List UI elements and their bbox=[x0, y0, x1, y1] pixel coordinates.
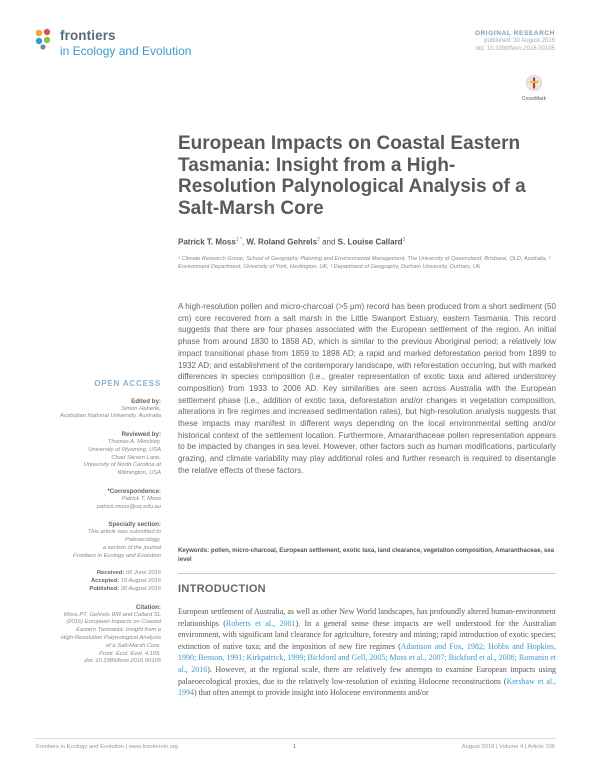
article-header-meta bbox=[475, 30, 555, 53]
reference-link[interactable]: Roberts et al., 2001 bbox=[225, 618, 296, 628]
specialty-section-label: Specialty section: bbox=[108, 521, 161, 529]
date-value: 15 August 2016 bbox=[120, 578, 161, 585]
correspondence-block bbox=[38, 488, 161, 511]
sidebar-line: Chad Steven Lane, bbox=[111, 454, 161, 461]
crossmark-label: CrossMark bbox=[521, 96, 547, 102]
sidebar-line: Thomas A. Minckley, bbox=[107, 438, 161, 445]
sidebar-line: University of North Carolina at bbox=[83, 462, 161, 469]
author-name[interactable]: W. Roland Gehrels bbox=[246, 237, 318, 247]
specialty-section-block bbox=[38, 521, 161, 560]
date-value: 30 August 2016 bbox=[120, 585, 161, 592]
body-text-segment: ). In a general sense these impacts are well understood for the Australian environment, with significant land clearance for agriculture, forestry and mining; rapid introduction of exotic species; extinction of native taxa; and the imposition of new fire regimes ( bbox=[178, 618, 557, 651]
sidebar-line: Paleoecology, bbox=[125, 536, 161, 543]
sidebar-line: Patrick T. Moss bbox=[121, 495, 161, 502]
journal-logo[interactable] bbox=[34, 26, 192, 66]
edited-by-label: Edited by: bbox=[131, 397, 161, 405]
footer-journal[interactable]: Frontiers in Ecology and Evolution | www.frontiersin.org bbox=[36, 744, 178, 750]
dates-block bbox=[38, 570, 161, 593]
keywords bbox=[178, 547, 556, 564]
frontiers-logo-icon bbox=[34, 28, 56, 50]
section-divider bbox=[178, 573, 556, 574]
logo-title: frontiers bbox=[60, 28, 116, 43]
open-access-label: OPEN ACCESS bbox=[94, 379, 161, 388]
date-row bbox=[38, 570, 161, 578]
author-affiliation-mark: 2 bbox=[317, 237, 320, 243]
keywords-text: Keywords: pollen, micro-charcoal, European settlement, exotic taxa, land clearance, vegetation composition, Amaranthaceae, sea level bbox=[178, 547, 555, 563]
sidebar-line: (2016) European Impacts on Coastal bbox=[66, 619, 161, 626]
author-affiliation-mark: 1 * bbox=[235, 237, 242, 243]
reference-link[interactable]: Adamson and Fox, 1982; Hobbs and Hopkins, 1990; Benson, 1991; Kirkpatrick, 1999; Bickford and Gell, 2005; Moss et al., 2007; Bickford et al., 2008; Romanin et al., 2016 bbox=[178, 641, 556, 674]
reviewed-by-block bbox=[38, 431, 161, 478]
body-text-segment: ). However, at the regional scale, there are relatively few attempts to examine European impacts using palaeoecological proxies, due to the relatively low-resolution of existing Holocene reconstructions ( bbox=[178, 664, 556, 686]
sidebar-line: of a Salt-Marsh Core. bbox=[105, 642, 161, 649]
article-title: European Impacts on Coastal Eastern Tasmania: Insight from a High-Resolution Palynological Analysis of a Salt-Marsh Core bbox=[178, 133, 526, 219]
sidebar-line: Frontiers in Ecology and Evolution bbox=[73, 552, 161, 559]
author-list bbox=[178, 237, 405, 247]
correspondence-email[interactable]: patrick.moss@uq.edu.au bbox=[96, 503, 161, 510]
date-value: 06 June 2016 bbox=[125, 570, 161, 577]
sidebar-line: Eastern Tasmania: Insight from a bbox=[76, 627, 161, 634]
footer-issue: August 2016 | Volume 4 | Article 105 bbox=[461, 744, 555, 750]
date-label: Published: bbox=[89, 585, 119, 592]
date-row bbox=[38, 586, 161, 594]
article-sidebar bbox=[38, 380, 161, 676]
article-type: ORIGINAL RESEARCH bbox=[474, 30, 555, 37]
sidebar-line: Australian National University, Australia bbox=[60, 413, 161, 420]
author-name[interactable]: S. Louise Callard bbox=[337, 237, 403, 247]
edited-by-block bbox=[38, 398, 161, 421]
sidebar-line: University of Wyoming, USA bbox=[88, 446, 161, 453]
introduction-paragraph bbox=[178, 606, 556, 699]
author-separator: and bbox=[319, 237, 338, 247]
sidebar-line: Moss PT, Gehrels WR and Callard SL bbox=[63, 611, 161, 618]
sidebar-line: This article was submitted to bbox=[87, 529, 161, 536]
crossmark-badge[interactable] bbox=[519, 75, 549, 102]
date-label: Accepted: bbox=[90, 578, 119, 585]
citation-label: Citation: bbox=[135, 603, 161, 611]
footer-divider bbox=[34, 738, 556, 739]
sidebar-line: Front. Ecol. Evol. 4:105. bbox=[99, 650, 161, 657]
author-name[interactable]: Patrick T. Moss bbox=[178, 237, 236, 247]
citation-doi[interactable]: doi: 10.3389/fevo.2016.00105 bbox=[84, 658, 161, 665]
section-heading-introduction: INTRODUCTION bbox=[178, 583, 266, 595]
affiliations: ¹ Climate Research Group, School of Geography Planning and Environmental Management, The University of Queensland, Brisbane, QLD, Australia, ² Environment Department, University of York, Heslington, UK, ³ Department of Geography, Durham University, Durham, UK bbox=[178, 256, 551, 271]
sidebar-line: a section of the journal bbox=[102, 544, 161, 551]
citation-block bbox=[38, 604, 161, 666]
published-date: published: 30 August 2016 bbox=[484, 38, 555, 44]
sidebar-line: Wilmington, USA bbox=[117, 470, 161, 477]
correspondence-label: *Correspondence: bbox=[107, 487, 161, 495]
abstract: A high-resolution pollen and micro-charcoal (>5 μm) record has been produced from a short sediment (50 cm) core recovered from a salt marsh in the Little Swanport Estuary, eastern Tasmania. This record suggests that there are four phases associated with the European settlement of the region. An initial phase from around 1830 to 1858 AD, which is similar to the previous Aboriginal period; a relatively low impact transitional phase from 1859 to 1898 AD; a rapid and marked deforestation period from 1899 to 1932 AD; and establishment of the contemporary landscape, with reforestation occurring, but with marked differences in species composition (i.e., greater representation of exotic taxa and altered understorey composition) from 1933 to 2006 AD. Key similarities are seen across Australia with the European settlement phase (i.e., addition of exotic taxa, deforestation and/or changes in vegetation composition, alterations in fire regimes and increased sedimentation rates), but high-resolution analysis suggests that these impacts may manifest in different ways depending on the local environmental setting and/or historical context of the settlement location. Furthermore, Amaranthaceae pollen representation appears to be impacted by changes in sea level. However, other factors such as human modifications, particularly grazing, and climate variability may play additional roles and further research is required to disentangle the relative effects of these factors. bbox=[178, 302, 556, 475]
date-label: Received: bbox=[96, 570, 125, 577]
crossmark-icon bbox=[526, 75, 542, 91]
reference-link[interactable]: Kershaw et al., 1994 bbox=[178, 676, 556, 698]
article-doi[interactable]: doi: 10.3389/fevo.2016.00105 bbox=[475, 46, 555, 52]
author-separator: , bbox=[241, 237, 247, 247]
body-text-segment: European settlement of Australia, as well as other New World landscapes, has profoundly altered human-environment relationships ( bbox=[178, 607, 556, 628]
logo-subtitle: in Ecology and Evolution bbox=[60, 44, 192, 58]
reviewed-by-label: Reviewed by: bbox=[121, 431, 161, 439]
date-row bbox=[38, 578, 161, 586]
page-number: 1 bbox=[293, 744, 297, 750]
author-affiliation-mark: 3 bbox=[402, 237, 406, 243]
sidebar-line: High-Resolution Palynological Analysis bbox=[61, 634, 161, 641]
sidebar-line: Simon Haberle, bbox=[121, 405, 161, 412]
body-text-segment: ) that often attempt to provide insight into Holocene environments and/or bbox=[194, 688, 429, 698]
